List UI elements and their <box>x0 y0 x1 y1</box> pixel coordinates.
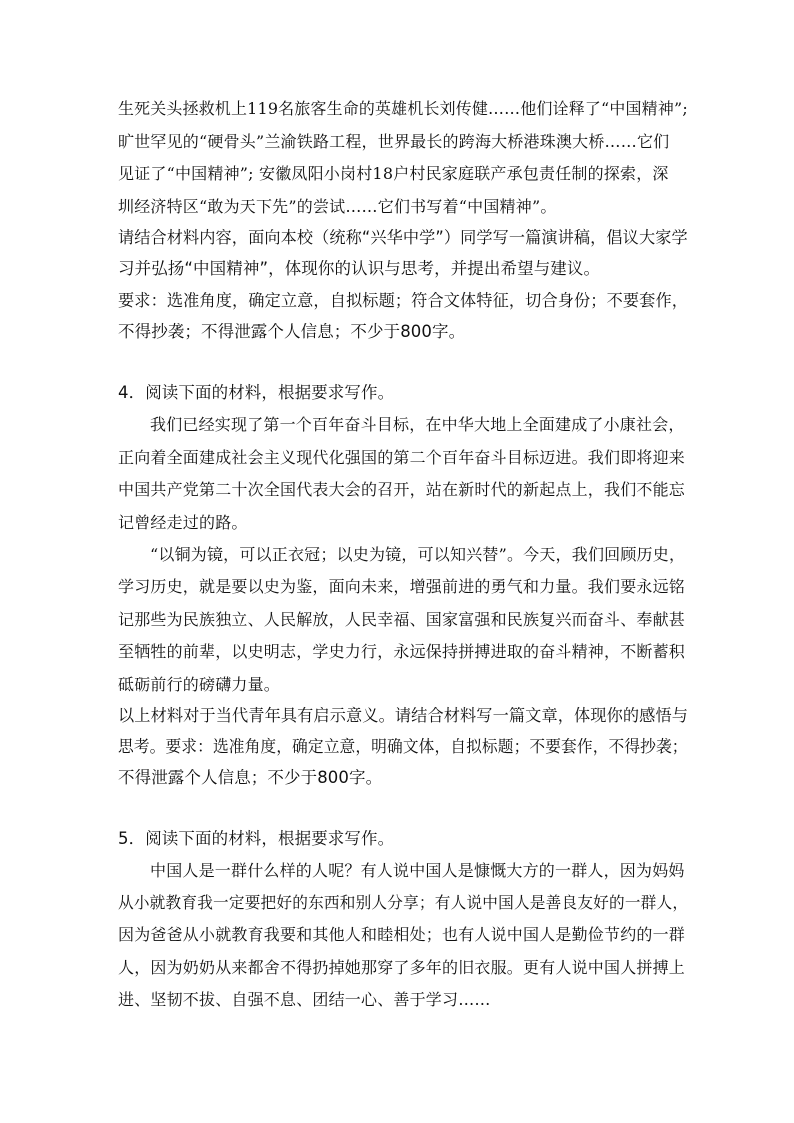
task-line: 习并弘扬“中国精神”，体现你的认识与思考，并提出希望与建议。 <box>118 259 601 278</box>
material-line: 进、坚韧不拔、自强不息、团结一心、善于学习…… <box>118 990 491 1009</box>
material-line: 圳经济特区“敢为天下先”的尝试……它们书写着“中国精神”。 <box>118 197 557 216</box>
question-heading-5: 5．阅读下面的材料，根据要求写作。 <box>118 829 395 848</box>
task-line: 不得泄露个人信息；不少于800字。 <box>118 768 383 787</box>
question-heading-4: 4．阅读下面的材料，根据要求写作。 <box>118 383 395 402</box>
material-line: 见证了“中国精神”; 安徽凤阳小岗村18户村民家庭联产承包责任制的探索，深 <box>118 164 669 183</box>
material-line: 因为爸爸从小就教育我要和其他人和睦相处；也有人说中国人是勤俭节约的一群 <box>118 925 686 944</box>
material-line: 记曾经走过的路。 <box>118 513 248 532</box>
material-line: 正向着全面建成社会主义现代化强国的第二个百年奋斗目标迈进。我们即将迎来 <box>118 448 686 467</box>
material-line: 人，因为奶奶从来都舍不得扔掉她那穿了多年的旧衣服。更有人说中国人拼搏上 <box>118 958 686 977</box>
requirement-line: 不得抄袭；不得泄露个人信息；不少于800字。 <box>118 322 466 341</box>
task-line: 以上材料对于当代青年具有启示意义。请结合材料写一篇文章，体现你的感悟与 <box>118 706 689 725</box>
material-line: 旷世罕见的“硬骨头”兰渝铁路工程，世界最长的跨海大桥港珠澳大桥……它们 <box>118 132 670 151</box>
material-line: 生死关头拯救机上119名旅客生命的英雄机长刘传健……他们诠释了“中国精神”; <box>118 99 688 118</box>
material-line: “以铜为镜，可以正衣冠；以史为镜，可以知兴替”。今天，我们回顾历史， <box>150 545 686 564</box>
material-line: 我们已经实现了第一个百年奋斗目标，在中华大地上全面建成了小康社会， <box>150 415 685 434</box>
material-line: 从小就教育我一定要把好的东西和别人分享；有人说中国人是善良友好的一群人， <box>118 893 689 912</box>
material-line: 砥砺前行的磅礴力量。 <box>118 675 281 694</box>
material-line: 至牺牲的前辈，以史明志，学史力行，永远保持拼搏进取的奋斗精神，不断蓄积 <box>118 642 686 661</box>
task-line: 请结合材料内容，面向本校（统称“兴华中学”）同学写一篇演讲稿，倡议大家学 <box>118 228 688 247</box>
requirement-line: 要求：选准角度，确定立意，自拟标题；符合文体特征，切合身份；不要套作， <box>118 291 689 310</box>
task-line: 思考。要求：选准角度，确定立意，明确文体，自拟标题；不要套作，不得抄袭； <box>118 737 688 756</box>
material-line: 中国人是一群什么样的人呢？有人说中国人是慷慨大方的一群人，因为妈妈 <box>150 861 685 880</box>
material-line: 中国共产党第二十次全国代表大会的召开，站在新时代的新起点上，我们不能忘 <box>118 480 686 499</box>
material-line: 记那些为民族独立、人民解放，人民幸福、国家富强和民族复兴而奋斗、奉献甚 <box>118 610 686 629</box>
material-line: 学习历史，就是要以史为鉴，面向未来，增强前进的勇气和力量。我们要永远铭 <box>118 577 686 596</box>
